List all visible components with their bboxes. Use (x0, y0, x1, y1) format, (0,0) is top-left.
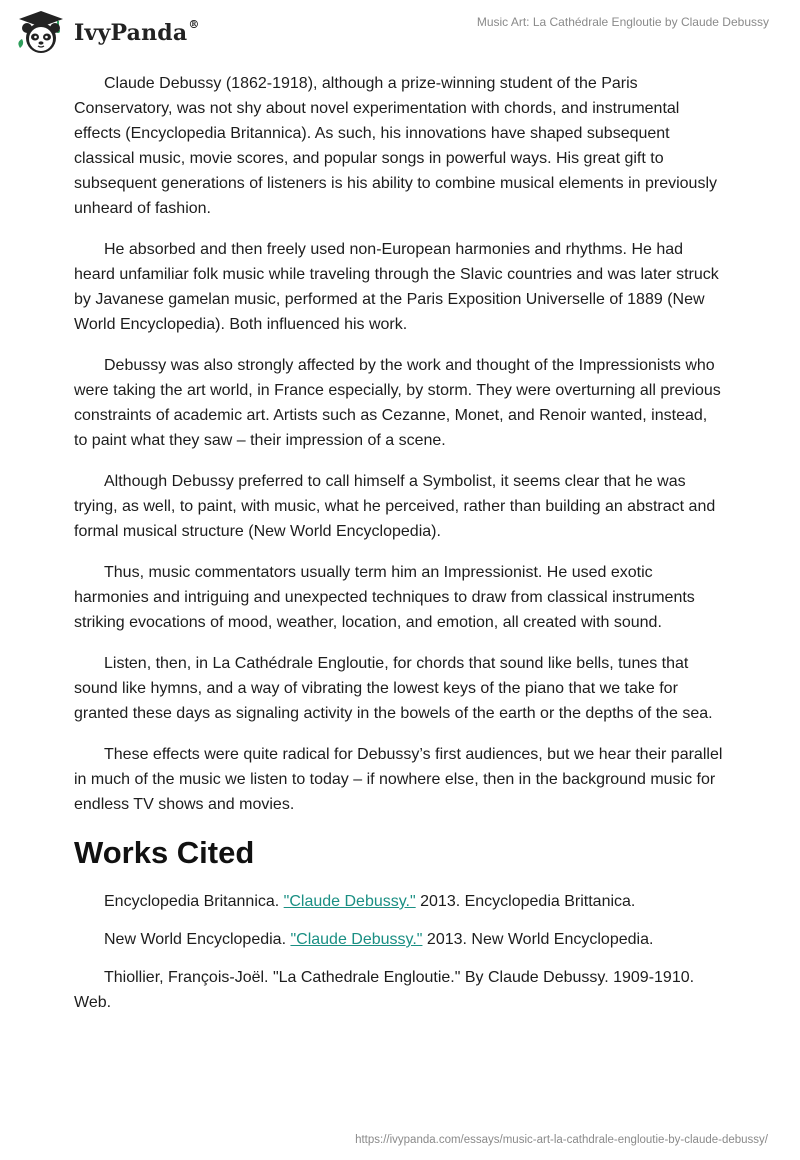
document-title: Music Art: La Cathédrale Engloutie by Claude Debussy (476, 15, 769, 29)
brand-name (74, 20, 200, 46)
works-cited-heading: Works Cited (74, 835, 255, 870)
citation-link[interactable]: "Claude Debussy." (283, 893, 416, 910)
registered-mark: ® (188, 18, 200, 31)
page-header (0, 0, 800, 62)
citation-entry (74, 927, 724, 952)
paragraph: Although Debussy preferred to call himself a Symbolist, it seems clear that he was trying, as well, to paint, with music, what he perceived, rather than building an abstract and formal musical structure (New World Encyclopedia). (74, 473, 716, 540)
citation-details: 2013. Encyclopedia Brittanica. (415, 893, 636, 910)
citation-entry (74, 889, 724, 914)
brand-text: IvyPanda (74, 20, 188, 46)
paragraph: These effects were quite radical for Debussy’s first audiences, but we hear their parallel in much of the music we listen to today – if nowhere else, then in the background music for endless TV shows and movies. (74, 746, 723, 813)
citation-details: 2013. New World Encyclopedia. (422, 931, 654, 948)
citation-entry (74, 965, 724, 1015)
citation-source: New World Encyclopedia. (104, 931, 291, 948)
essay-body (74, 71, 724, 1028)
paragraph: He absorbed and then freely used non-European harmonies and rhythms. He had heard unfamiliar folk music while traveling through the Slavic countries and was later struck by Javanese gamelan music, performed at the Paris Exposition Universelle of 1889 (New World Encyclopedia). Both influenced his work. (74, 241, 719, 333)
paragraph: Debussy was also strongly affected by the work and thought of the Impressionists who were taking the art world, in France especially, by storm. They were overturning all previous constraints of academic art. Artists such as Cezanne, Monet, and Renoir wanted, instead, to paint what they saw – their impression of a scene. (74, 357, 721, 449)
paragraph: Listen, then, in La Cathédrale Engloutie, for chords that sound like bells, tunes that sound like hymns, and a way of vibrating the lowest keys of the piano that we take for granted these days as signaling activity in the bowels of the earth or the depths of the sea. (74, 655, 713, 722)
panda-graduate-icon (14, 8, 68, 58)
citation-link[interactable]: "Claude Debussy." (290, 931, 423, 948)
citation-source: Thiollier, François-Joël. "La Cathedrale Engloutie." By Claude Debussy. 1909-1910. Web. (74, 969, 695, 1011)
page-url: https://ivypanda.com/essays/music-art-la-cathdrale-engloutie-by-claude-debussy/ (355, 1134, 768, 1146)
citation-source: Encyclopedia Britannica. (104, 893, 284, 910)
paragraph: Thus, music commentators usually term him an Impressionist. He used exotic harmonies and intriguing and unexpected techniques to draw from classical instruments striking evocations of mood, weather, location, and emotion, all created with sound. (74, 564, 695, 631)
paragraph: Claude Debussy (1862-1918), although a prize-winning student of the Paris Conservatory, was not shy about novel experimentation with chords, and instrumental effects (Encyclopedia Britannica). As such, his innovations have shaped subsequent classical music, movie scores, and popular songs in powerful ways. His great gift to subsequent generations of listeners is his ability to combine musical elements in previously unheard of fashion. (74, 75, 717, 217)
ivypanda-logo[interactable] (14, 8, 200, 58)
